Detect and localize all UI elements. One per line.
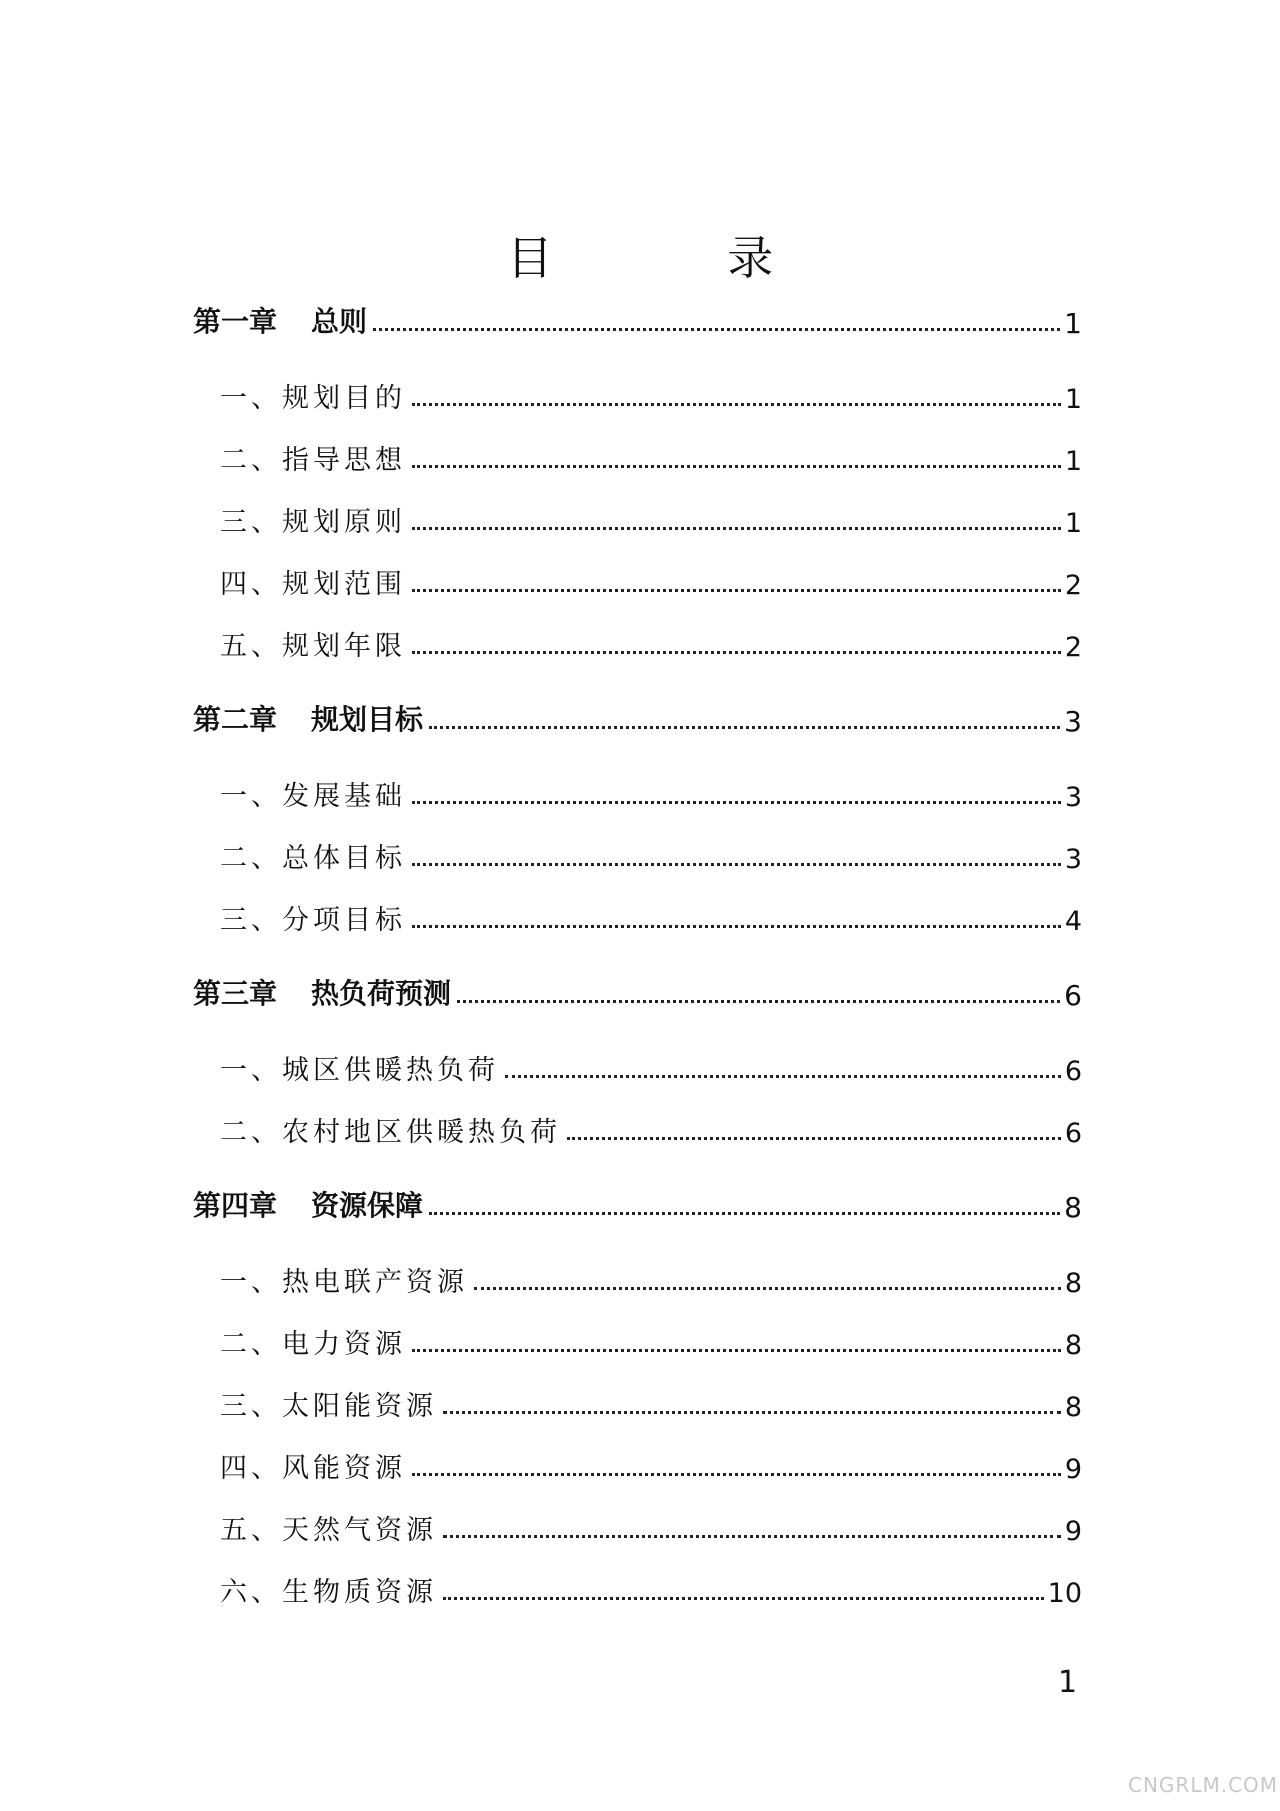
toc-section-entry (193, 499, 1082, 539)
dot-leader (505, 1075, 1061, 1078)
toc-entry-text: 四、规划范围 (220, 569, 406, 600)
toc-entry-label (220, 898, 406, 937)
toc-page-number: 3 (1064, 782, 1082, 813)
dot-leader (474, 1287, 1061, 1290)
toc-entry-text: 二、指导思想 (220, 445, 406, 476)
toc-entry-label (220, 376, 406, 415)
chapter-number: 第一章 (193, 305, 278, 338)
toc-page-number: 9 (1064, 1454, 1082, 1485)
dot-leader (412, 1349, 1061, 1352)
toc-entry-label (193, 698, 423, 738)
dot-leader (457, 1000, 1060, 1003)
toc-page-number: 2 (1064, 632, 1082, 663)
toc-page-number: 1 (1064, 307, 1082, 340)
toc-section-entry (193, 835, 1082, 875)
toc-entry-text: 三、分项目标 (220, 905, 406, 936)
dot-leader (412, 651, 1061, 654)
toc-entry-label (220, 774, 406, 813)
toc-section-entry (193, 375, 1082, 415)
dot-leader (412, 589, 1061, 592)
toc-section-entry (193, 1507, 1082, 1547)
dot-leader (412, 801, 1061, 804)
toc-entry-label (220, 562, 406, 601)
dot-leader (373, 328, 1060, 331)
toc-page-number: 8 (1064, 1191, 1082, 1224)
toc-entry-text: 二、电力资源 (220, 1329, 406, 1360)
toc-page-number: 9 (1064, 1516, 1082, 1547)
dot-leader (567, 1137, 1061, 1140)
toc-entry-text: 规划目标 (311, 703, 424, 736)
dot-leader (443, 1597, 1044, 1600)
toc-page-number: 3 (1064, 844, 1082, 875)
watermark: CNGRLM.COM (1128, 1773, 1279, 1797)
toc-page-number: 8 (1064, 1268, 1082, 1299)
toc-section-entry (193, 1321, 1082, 1361)
toc-page-number: 3 (1064, 705, 1082, 738)
chapter-number: 第二章 (193, 703, 278, 736)
toc-page-number: 10 (1047, 1578, 1082, 1609)
toc-entry-label (220, 836, 406, 875)
toc-section-entry (193, 897, 1082, 937)
toc-page-number: 2 (1064, 570, 1082, 601)
toc-entry-label (193, 972, 451, 1012)
toc-entry-label (220, 624, 406, 663)
toc-entry-label (220, 1260, 468, 1299)
toc-entry-text: 一、城区供暖热负荷 (220, 1055, 499, 1086)
toc-entry-label (220, 1446, 406, 1485)
toc-entry-label (220, 1322, 406, 1361)
dot-leader (412, 1473, 1061, 1476)
dot-leader (443, 1411, 1061, 1414)
toc-entry-label (220, 1570, 437, 1609)
toc-page-number: 6 (1064, 979, 1082, 1012)
toc-page-number: 1 (1064, 384, 1082, 415)
toc-entry-label (220, 438, 406, 477)
toc-section-entry (193, 773, 1082, 813)
dot-leader (443, 1535, 1061, 1538)
dot-leader (429, 726, 1060, 729)
toc-page-number: 6 (1064, 1056, 1082, 1087)
toc-entry-text: 三、规划原则 (220, 507, 406, 538)
chapter-number: 第三章 (193, 977, 278, 1010)
toc-section-entry (193, 1569, 1082, 1609)
toc-entry-label (220, 1384, 437, 1423)
toc-entry-text: 二、农村地区供暖热负荷 (220, 1117, 561, 1148)
toc-entry-text: 一、规划目的 (220, 383, 406, 414)
toc-entry-text: 六、生物质资源 (220, 1577, 437, 1608)
toc-chapter-entry (193, 972, 1082, 1012)
toc-page-number: 6 (1064, 1118, 1082, 1149)
toc-entry-text: 三、太阳能资源 (220, 1391, 437, 1422)
toc-section-entry (193, 561, 1082, 601)
toc-page-number: 1 (1064, 446, 1082, 477)
toc-entry-label (193, 300, 367, 340)
toc-entry-text: 五、天然气资源 (220, 1515, 437, 1546)
dot-leader (412, 403, 1061, 406)
toc-entry-text: 热负荷预测 (311, 977, 452, 1010)
dot-leader (429, 1212, 1060, 1215)
toc-entry-text: 总则 (311, 305, 368, 338)
toc-page-number: 8 (1064, 1330, 1082, 1361)
chapter-number: 第四章 (193, 1189, 278, 1222)
toc-entry-text: 四、风能资源 (220, 1453, 406, 1484)
dot-leader (412, 465, 1061, 468)
toc-page-number: 8 (1064, 1392, 1082, 1423)
toc-section-entry (193, 1445, 1082, 1485)
toc-page-number: 4 (1064, 906, 1082, 937)
toc-entry-text: 资源保障 (311, 1189, 424, 1222)
toc-section-entry (193, 623, 1082, 663)
toc-entry-text: 一、热电联产资源 (220, 1267, 468, 1298)
toc-entry-label (220, 1048, 499, 1087)
toc-title: 目 录 (506, 231, 854, 285)
toc-entry-text: 五、规划年限 (220, 631, 406, 662)
toc-entry-label (193, 1184, 423, 1224)
toc-page-number: 1 (1064, 508, 1082, 539)
toc-entry-text: 二、总体目标 (220, 843, 406, 874)
toc-chapter-entry (193, 300, 1082, 340)
toc-section-entry (193, 437, 1082, 477)
dot-leader (412, 863, 1061, 866)
toc-chapter-entry (193, 1184, 1082, 1224)
toc-section-entry (193, 1383, 1082, 1423)
toc-entry-label (220, 1110, 561, 1149)
toc-entry-text: 一、发展基础 (220, 781, 406, 812)
toc-entry-label (220, 500, 406, 539)
toc-chapter-entry (193, 698, 1082, 738)
toc-section-entry (193, 1259, 1082, 1299)
dot-leader (412, 925, 1061, 928)
toc-section-entry (193, 1109, 1082, 1149)
page-number: 1 (1058, 1665, 1078, 1700)
dot-leader (412, 527, 1061, 530)
toc-section-entry (193, 1047, 1082, 1087)
toc-entry-label (220, 1508, 437, 1547)
